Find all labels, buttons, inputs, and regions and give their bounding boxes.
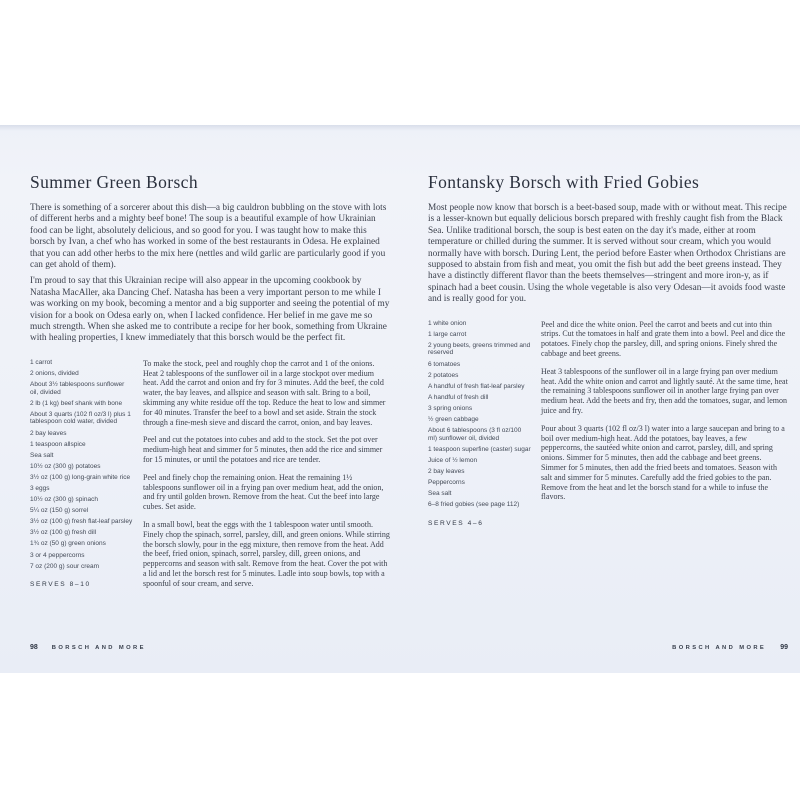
method-paragraph: Peel and finely chop the remaining onion. Heat the remaining 1½ tablespoons sunflower oil in a frying pan over medium heat, add the onion, and fry until golden brown. Remove from the heat. Cut the beef into large cubes. Set aside. (143, 472, 384, 512)
method-paragraph: Pour about 3 quarts (102 fl oz/3 l) water into a large saucepan and bring to a boil over medium-high heat. Add the potatoes, bay leaves, a few peppercorns, the sautéed white onion and carrot, parsley, dill, and spring onions. Simmer for 5 minutes, then add the cabbage and beet greens. Simmer for 5 minutes, then add the fried beets and tomatoes. Season with salt and simmer for 5 minutes. Carefully add the fried gobies to the pan. Remove from the heat and let the borsch stand for a while to infuse the flavors. (541, 423, 785, 502)
page-footer (672, 644, 788, 651)
ingredient-item: 2 young beets, greens trimmed and reserved (428, 341, 531, 357)
running-head: BORSCH AND MORE (672, 645, 767, 651)
ingredient-item: 1 white onion (428, 319, 467, 327)
ingredient-item: 3 spring onions (428, 404, 473, 412)
ingredient-item: 2 bay leaves (30, 429, 67, 437)
intro-paragraph: There is something of a sorcerer about this dish—a big cauldron bubbling on the stove with lots of different herbs and a mighty beef bone! The soup is a beautiful example of how Ukrainian food can be light, absolutely delicious, and so good for you. I was taught how to make this borsch by Ivan, a chef who has worked in some of the best restaurants in Odesa. He explained that you can add other herbs to the mix here (nettles and wild garlic are particularly good if you can get ahold of them). (30, 203, 387, 271)
ingredient-item: A handful of fresh dill (428, 393, 489, 401)
ingredient-item: Juice of ½ lemon (428, 456, 478, 464)
ingredient-item: 10½ oz (300 g) spinach (30, 496, 98, 504)
ingredient-item: 1¾ oz (50 g) green onions (30, 540, 106, 548)
ingredient-item: 5¼ oz (150 g) sorrel (30, 507, 89, 515)
ingredients-list (30, 359, 133, 570)
running-head: BORSCH AND MORE (51, 645, 146, 651)
ingredient-item: 1 large carrot (428, 330, 467, 338)
ingredient-item: 3½ oz (100 g) fresh dill (30, 529, 97, 537)
ingredient-item: Sea salt (428, 490, 452, 498)
ingredient-item: 10½ oz (300 g) potatoes (30, 462, 101, 470)
page-number: 98 (30, 644, 38, 651)
ingredient-item: 1 teaspoon allspice (30, 440, 86, 448)
recipe-title: Summer Green Borsch (30, 172, 198, 192)
ingredient-item: 2 bay leaves (428, 467, 465, 475)
serves-label: SERVES 4–6 (428, 519, 484, 527)
method-paragraph: Peel and dice the white onion. Peel the carrot and beets and cut into thin strips. Cut the tomatoes in half and grate them into a bowl. Peel and dice the potatoes. Finely chop the parsley, dill, and spring onions. Finely shred the cabbage and beet greens. (541, 319, 786, 359)
page-left (30, 125, 390, 673)
recipe-title: Fontansky Borsch with Fried Gobies (428, 172, 700, 192)
recipe-body (30, 359, 390, 597)
method-paragraph: To make the stock, peel and roughly chop the carrot and 1 of the onions. Heat 2 tablespoons of the sunflower oil in a large stockpot over medium heat. Add the carrot and onion and fry for 3 minutes. Add the beef, the cold water, the bay leaves, and allspice and season with salt. Bring to a boil, skimming any white residue off the top. Reduce the heat to low and simmer for 40 minutes. Transfer the beef to a bowl and set aside. Strain the stock through a fine-mesh sieve and discard the carrot, onion, and bay leaves. (143, 358, 386, 427)
ingredient-item: Peppercorns (428, 479, 465, 487)
ingredient-item: 1 teaspoon superfine (caster) sugar (428, 445, 531, 453)
intro-paragraph: I'm proud to say that this Ukrainian recipe will also appear in the upcoming cookbook by Natasha MacAller, aka Dancing Chef. Natasha has been a very important person to me while I was working on my book, becoming a mentor and a big supporter and seeing the potential of my vision for a book on Odesa early on, when I lacked confidence. Her belief in me gave me so much strength. When she asked me to contribute a recipe for her book, something from Ukraine with healing properties, I knew immediately that this borsch would be the perfect fit. (30, 276, 390, 344)
recipe-intro (428, 203, 788, 306)
page-footer (30, 644, 146, 651)
ingredient-item: 2 onions, divided (30, 369, 79, 377)
ingredient-item: 3½ oz (100 g) long-grain white rice (30, 473, 131, 481)
method-paragraph: Peel and cut the potatoes into cubes and add to the stock. Set the pot over medium-high heat and simmer for 5 minutes, then add the rice and simmer for 15 minutes, or until the potatoes and rice are tender. (143, 435, 383, 465)
intro-paragraph: Most people now know that borsch is a beet-based soup, made with or without meat. This recipe is a lesser-known but equally delicious borsch prepared with freshly caught fish from the Black Sea. Unlike traditional borsch, the soup is best eaten on the day it's made, either at room temperature or chilled during the summer. It is served without sour cream, which you would normally have with borsch. During Lent, the period before Easter when Orthodox Christians are supposed to abstain from fish and meat, you omit the fish but add the beet greens instead. They have a distinctly different flavor than the beets themselves—stringent and more iron-y, as if spinach had a beet cousin. Using the whole vegetable is also very Odesan—it avoids food waste and is really good for you. (428, 203, 787, 305)
method-paragraph: Heat 3 tablespoons of the sunflower oil in a large frying pan over medium heat. Add the white onion and carrot and lightly sauté. At the same time, heat the remaining 3 tablespoons sunflower oil in another large frying pan over medium heat. Add the beets and fry, then add the tomatoes, sugar, and lemon juice and fry. (541, 366, 788, 416)
ingredient-item: 7 oz (200 g) sour cream (30, 562, 100, 570)
ingredient-item: Sea salt (30, 451, 54, 459)
method-column (541, 320, 788, 527)
recipe-intro (30, 203, 390, 345)
ingredient-item: About 6 tablespoons (3 fl oz/100 ml) sunflower oil, divided (428, 427, 522, 442)
method-column (143, 359, 390, 597)
serves-label: SERVES 8–10 (30, 581, 91, 589)
ingredient-item: 6–8 fried gobies (see page 112) (428, 501, 520, 509)
ingredient-item: 3 eggs (30, 485, 50, 492)
ingredients-column (30, 359, 133, 597)
ingredient-item: 2 lb (1 kg) beef shank with bone (30, 399, 123, 407)
ingredient-item: 2 potatoes (428, 371, 459, 379)
ingredient-item: 6 tomatoes (428, 360, 461, 368)
ingredient-item: ½ green cabbage (428, 416, 479, 423)
ingredient-item: A handful of fresh flat-leaf parsley (428, 382, 525, 390)
recipe-body (428, 320, 788, 527)
ingredients-column (428, 320, 531, 527)
page-right (428, 125, 788, 673)
ingredient-item: About 3½ tablespoons sunflower oil, divided (30, 381, 125, 396)
ingredient-item: About 3 quarts (102 fl oz/3 l) plus 1 tablespoon cold water, divided (30, 410, 131, 426)
ingredient-item: 3½ oz (100 g) fresh flat-leaf parsley (30, 518, 133, 526)
ingredient-item: 3 or 4 peppercorns (30, 551, 85, 559)
page-number: 99 (780, 644, 788, 651)
ingredient-item: 1 carrot (30, 358, 53, 366)
ingredients-list (428, 320, 531, 509)
book-spread (0, 125, 800, 673)
method-paragraph: In a small bowl, beat the eggs with the 1 tablespoon water until smooth. Finely chop the spinach, sorrel, parsley, dill, and green onions. While stirring the borsch slowly, pour in the egg mixture, then remove from the heat. Add the beef, fried onion, spinach, sorrel, parsley, dill, green onions, and peppercorns and season with salt. Remove from the heat. Cover the pot with a lid and let the borsch rest for 5 minutes. Ladle into soup bowls, top with a spoonful of sour cream, and serve. (143, 520, 390, 588)
